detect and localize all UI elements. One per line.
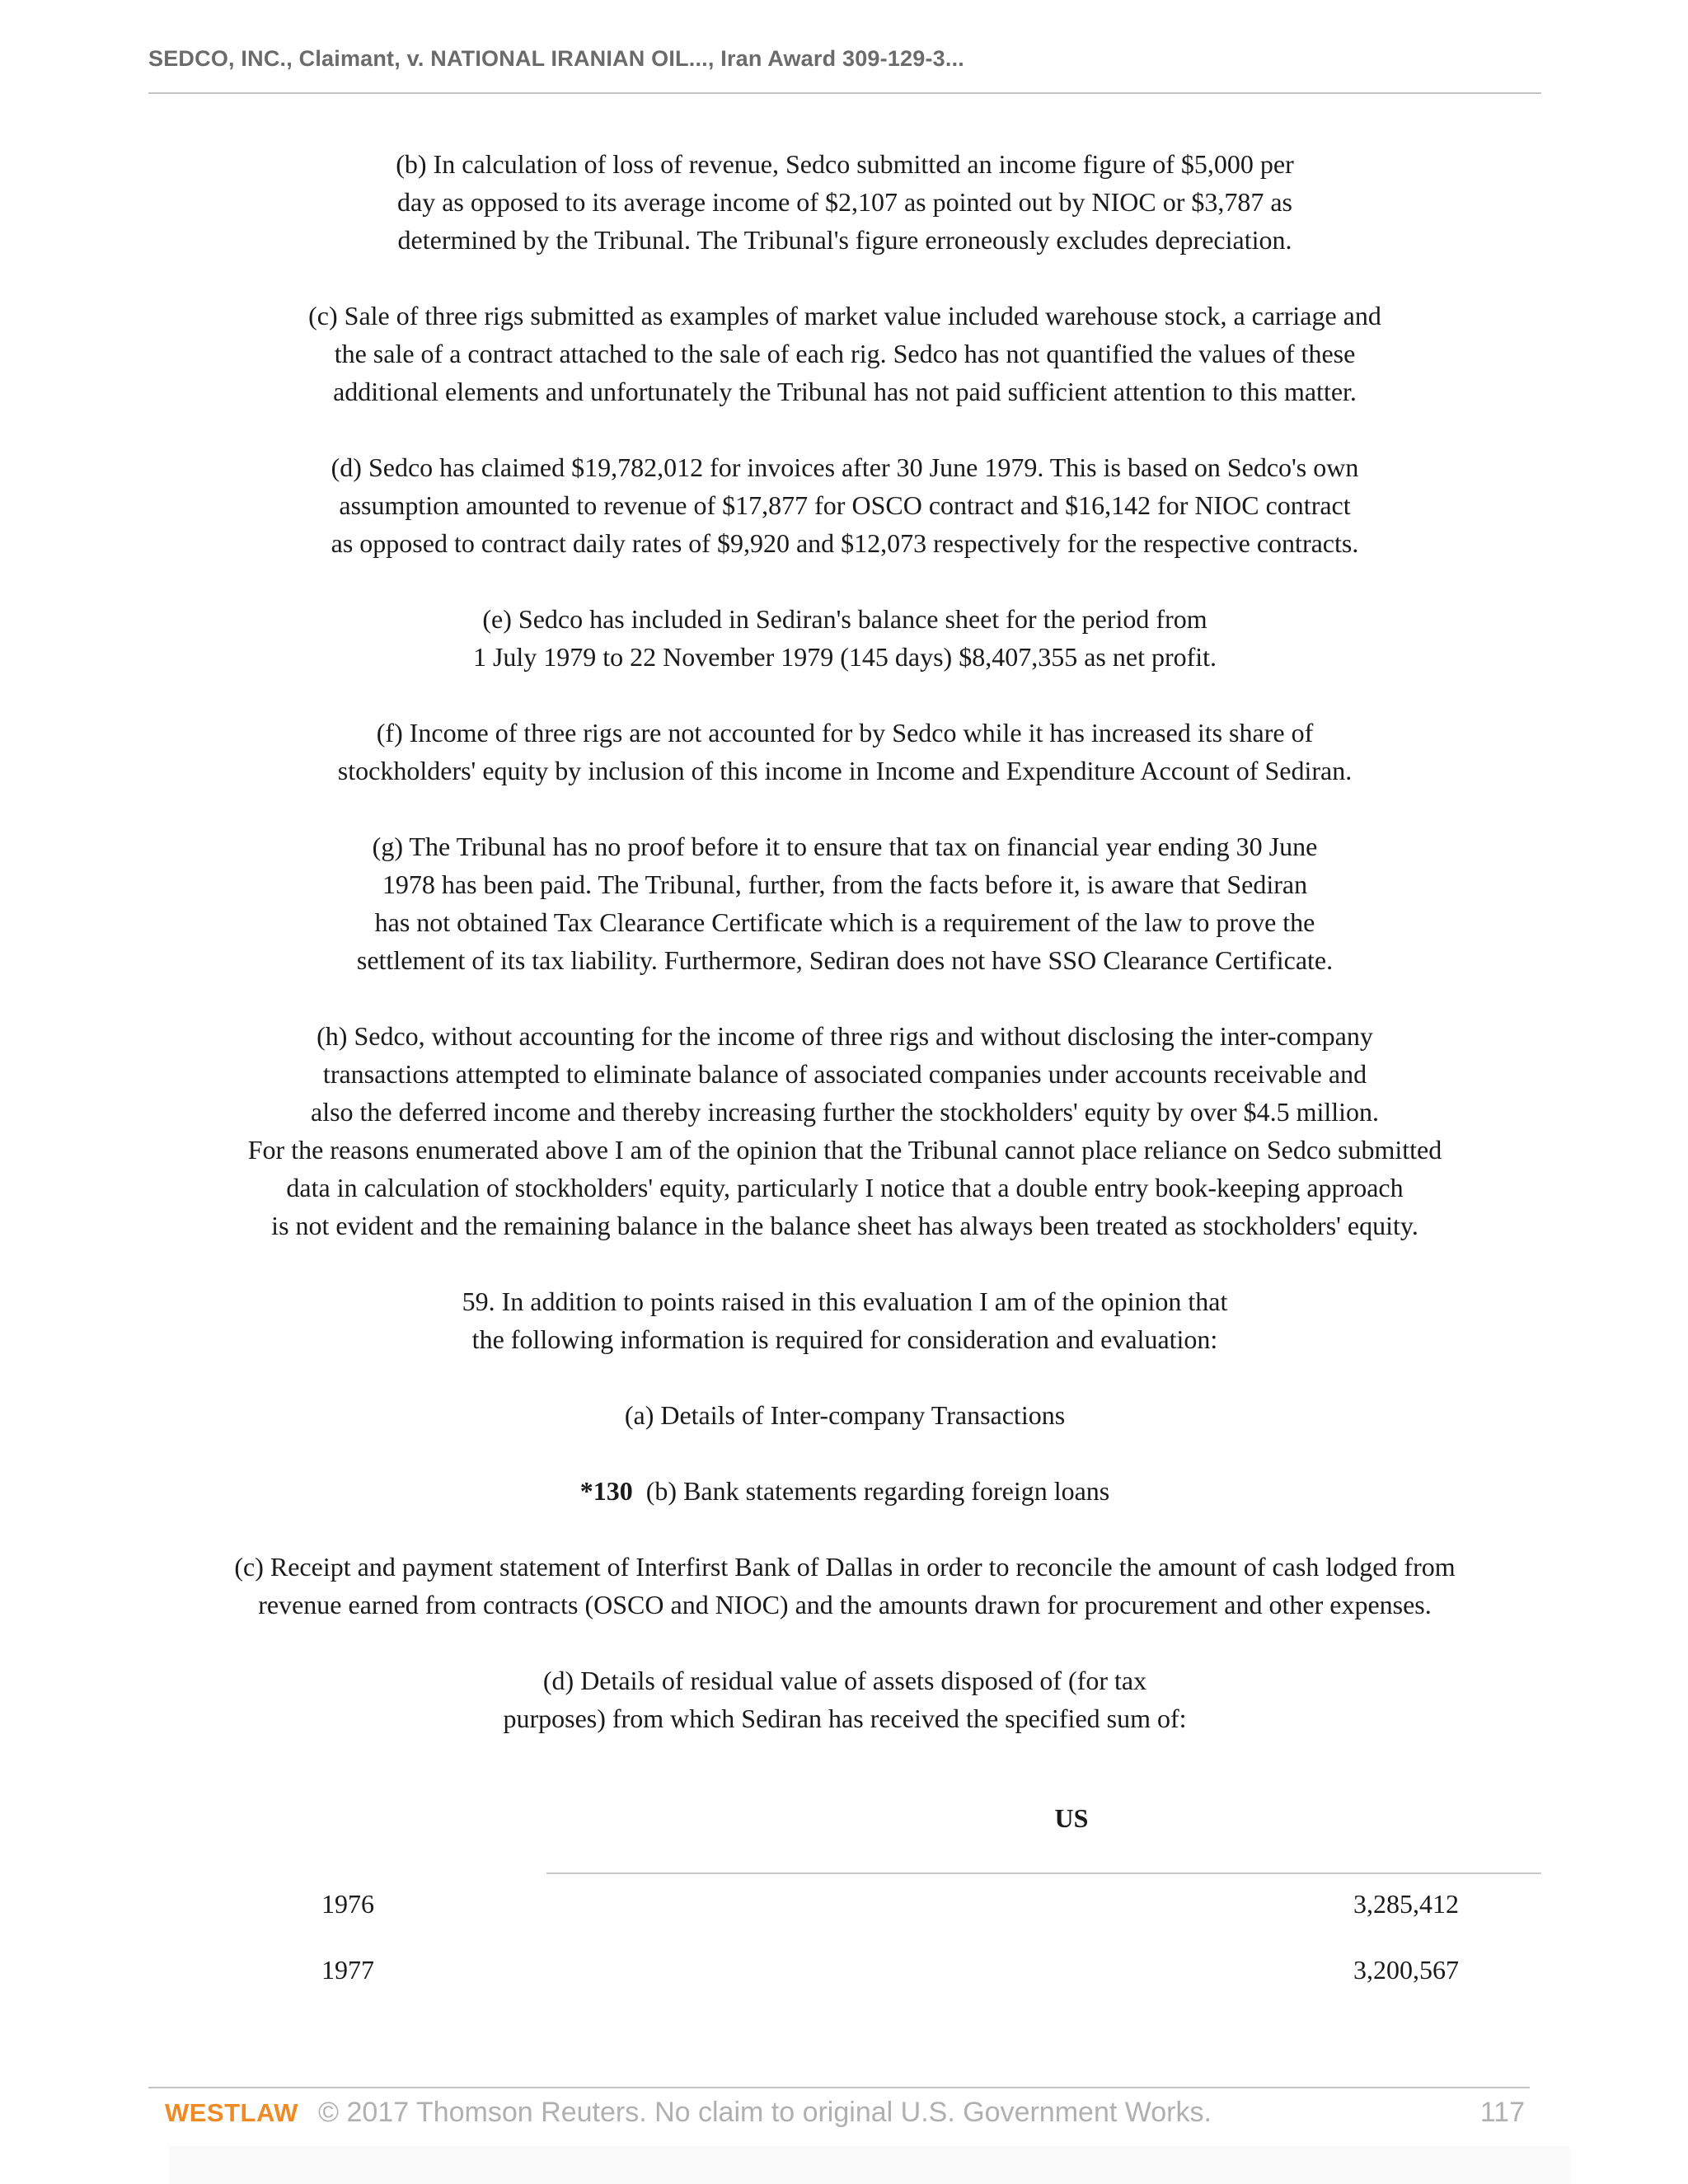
paragraph-line: [148, 1472, 1541, 1510]
page-footer: [148, 2093, 1530, 2143]
paragraph-line: the following information is required for consideration and evaluation:: [471, 1324, 1218, 1354]
paragraph-line: For the reasons enumerated above I am of the opinion that the Tribunal cannot place reliance on Sedco submitted: [247, 1135, 1442, 1165]
paragraph-line: determined by the Tribunal. The Tribunal's figure erroneously excludes depreciation.: [397, 225, 1292, 255]
table-cell-year: 1977: [321, 1955, 374, 1985]
paragraph-line: also the deferred income and thereby increasing further the stockholders' equity by over $4.5 million.: [310, 1097, 1380, 1127]
table-cell-year: 1976: [321, 1889, 374, 1919]
westlaw-logo: WESTLAW: [165, 2098, 298, 2127]
paragraph-line: data in calculation of stockholders' equity, particularly I notice that a double entry book-keeping approach: [286, 1173, 1404, 1202]
page-number: 117: [1479, 2097, 1525, 2128]
paragraph: [148, 714, 1541, 790]
paragraph: [148, 297, 1541, 410]
paragraph-line: transactions attempted to eliminate balance of associated companies under accounts receivable and: [322, 1059, 1367, 1089]
paragraph-line: settlement of its tax liability. Furthermore, Sediran does not have SSO Clearance Certificate.: [356, 945, 1334, 975]
paragraph: [148, 1396, 1541, 1434]
paragraph-line: as opposed to contract daily rates of $9,920 and $12,073 respectively for the respective contracts.: [331, 528, 1359, 558]
paragraph: [148, 1472, 1541, 1510]
paragraph-line: (d) Sedco has claimed $19,782,012 for invoices after 30 June 1979. This is based on Sedco's own: [331, 452, 1359, 482]
paragraph-line: 1978 has been paid. The Tribunal, further, from the facts before it, is aware that Sediran: [382, 869, 1308, 899]
paragraph: [148, 600, 1541, 676]
header-divider: [148, 92, 1541, 94]
paragraph-line: (b) In calculation of loss of revenue, Sedco submitted an income figure of $5,000 per: [396, 149, 1294, 179]
table-header-rule: [546, 1872, 1541, 1874]
paragraph-line-text: (b) Bank statements regarding foreign loans: [645, 1476, 1110, 1506]
paragraph: [148, 1282, 1541, 1358]
paragraph-line: additional elements and unfortunately the Tribunal has not paid sufficient attention to this matter.: [333, 377, 1357, 406]
table-column-header: US: [1054, 1803, 1089, 1833]
paragraph-line: (c) Receipt and payment statement of Interfirst Bank of Dallas in order to reconcile the amount of cash lodged from: [234, 1552, 1456, 1582]
star-page-marker: *130: [579, 1476, 633, 1506]
paragraph-line: (a) Details of Inter-company Transactions: [624, 1400, 1066, 1430]
paragraph-line: has not obtained Tax Clearance Certificate which is a requirement of the law to prove the: [374, 907, 1315, 937]
document-body: [148, 145, 1541, 1775]
paragraph-line: (g) The Tribunal has no proof before it to ensure that tax on financial year ending 30 June: [372, 832, 1318, 861]
copyright-notice: © 2017 Thomson Reuters. No claim to original U.S. Government Works.: [318, 2097, 1212, 2128]
paragraph-line: (c) Sale of three rigs submitted as examples of market value included warehouse stock, a carriage and: [308, 301, 1381, 330]
paragraph: [148, 1017, 1541, 1244]
table-row: [148, 1889, 1541, 1927]
paragraph-line: 1 July 1979 to 22 November 1979 (145 days) $8,407,355 as net profit.: [472, 642, 1217, 672]
paragraph-line: is not evident and the remaining balance in the balance sheet has always been treated as stockholders' equity.: [271, 1211, 1418, 1240]
paragraph: [148, 1661, 1541, 1737]
paragraph-line: (d) Details of residual value of assets disposed of (for tax: [542, 1666, 1147, 1695]
paragraph: [148, 145, 1541, 259]
paragraph-line: assumption amounted to revenue of $17,877 for OSCO contract and $16,142 for NIOC contract: [339, 490, 1351, 520]
footer-divider: [148, 2087, 1530, 2088]
paragraph: [148, 1548, 1541, 1624]
document-header-title: SEDCO, INC., Claimant, v. NATIONAL IRANIAN OIL..., Iran Award 309-129-3...: [148, 46, 965, 71]
paragraph-line: the sale of a contract attached to the sale of each rig. Sedco has not quantified the values of these: [334, 339, 1356, 368]
footer-shade: [169, 2146, 1570, 2184]
paragraph-line: revenue earned from contracts (OSCO and NIOC) and the amounts drawn for procurement and other expenses.: [258, 1590, 1432, 1619]
paragraph-line: day as opposed to its average income of $2,107 as pointed out by NIOC or $3,787 as: [396, 187, 1292, 217]
paragraph-line: (f) Income of three rigs are not accounted for by Sedco while it has increased its share of: [376, 718, 1314, 748]
paragraph-line: purposes) from which Sediran has received the specified sum of:: [503, 1704, 1187, 1733]
table-cell-amount: 3,200,567: [1353, 1955, 1459, 1985]
table-row: [148, 1955, 1541, 1993]
paragraph-line: 59. In addition to points raised in this evaluation I am of the opinion that: [462, 1286, 1228, 1316]
paragraph-line: (h) Sedco, without accounting for the income of three rigs and without disclosing the inter-company: [316, 1021, 1373, 1051]
table-cell-amount: 3,285,412: [1353, 1889, 1459, 1919]
paragraph-line: (e) Sedco has included in Sediran's balance sheet for the period from: [482, 604, 1207, 634]
paragraph: [148, 448, 1541, 562]
paragraph: [148, 827, 1541, 979]
paragraph-line: stockholders' equity by inclusion of this income in Income and Expenditure Account of Sediran.: [337, 756, 1353, 785]
